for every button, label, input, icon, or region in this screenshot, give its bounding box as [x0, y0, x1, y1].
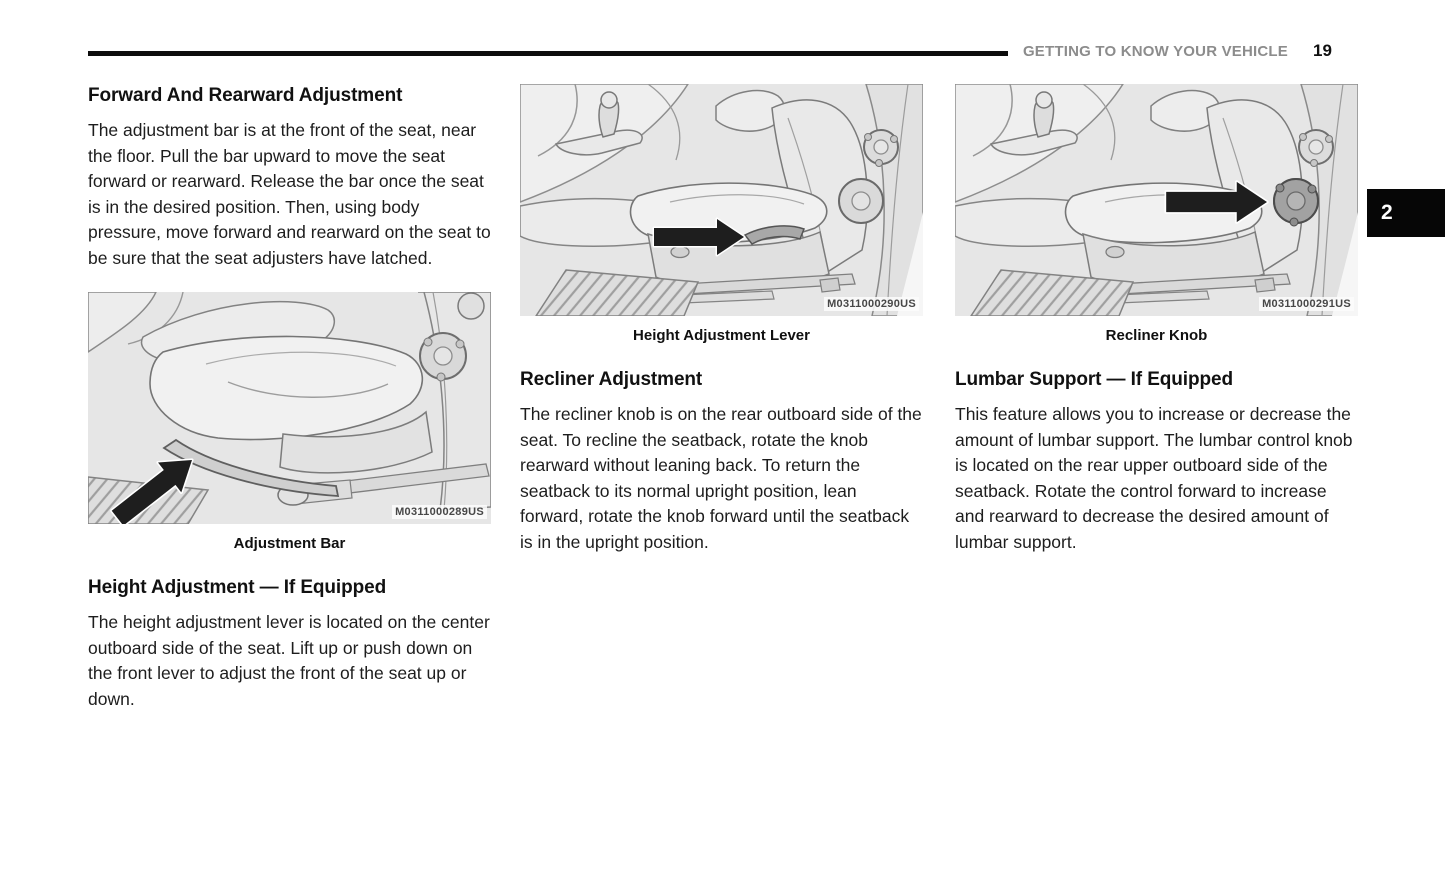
- chapter-tab: [1367, 189, 1445, 237]
- recliner-knob-illustration: [955, 84, 1358, 316]
- adjustment-bar-illustration: [88, 292, 491, 524]
- page-number: 19: [1313, 41, 1332, 60]
- para-recliner-adjustment: The recliner knob is on the rear outboard side of the seat. To recline the seatback, rotate the knob rearward without leaning back. To return the seatback to its normal upright position, lean forward, rotate the knob forward until the seatback is in the upright position.: [520, 404, 922, 552]
- recliner-knob-figure: [955, 84, 1358, 345]
- para-lumbar-support: This feature allows you to increase or decrease the amount of lumbar support. The lumbar control knob is located on the rear upper outboard side of the seatback. Rotate the control forward to increase and rearward to decrease the desired amount of lumbar support.: [955, 404, 1353, 552]
- adjustment-bar-figure: [88, 292, 491, 553]
- figure-watermark: M0311000289US: [392, 505, 487, 519]
- header-rule: [88, 51, 1008, 56]
- seat-side-view-illustration: [520, 84, 923, 316]
- figure-caption: Recliner Knob: [1105, 327, 1208, 344]
- heading-height-adjustment: Height Adjustment — If Equipped: [88, 577, 387, 598]
- height-lever-illustration: [520, 84, 923, 316]
- para-forward-rearward: The adjustment bar is at the front of the seat, near the floor. Pull the bar upward to move the seat forward or rearward. Release the bar once the seat is in the desired position. Then, using body pressure, move forward and rearward on the seat to be sure that the seat adjusters have latched.: [88, 120, 491, 268]
- figure-caption: Height Adjustment Lever: [633, 327, 810, 344]
- para-height-adjustment: The height adjustment lever is located on the center outboard side of the seat. Lift up or push down on the front lever to adjust the front of the seat up or down.: [88, 612, 490, 709]
- chapter-number: 2: [1381, 201, 1393, 224]
- seat-front-view-illustration: [88, 292, 491, 524]
- section-title: GETTING TO KNOW YOUR VEHICLE: [1022, 43, 1288, 60]
- figure-watermark: M0311000291US: [1259, 297, 1354, 311]
- heading-recliner-adjustment: Recliner Adjustment: [520, 369, 703, 390]
- heading-lumbar-support: Lumbar Support — If Equipped: [955, 369, 1233, 390]
- figure-caption: Adjustment Bar: [233, 535, 346, 552]
- column-forward-rearward: [88, 84, 491, 712]
- column-lumbar: [955, 84, 1358, 555]
- seat-side-view-illustration: [955, 84, 1358, 316]
- height-lever-figure: [520, 84, 923, 345]
- heading-forward-rearward: Forward And Rearward Adjustment: [88, 85, 403, 106]
- column-recliner: [520, 84, 923, 555]
- figure-watermark: M0311000290US: [824, 297, 919, 311]
